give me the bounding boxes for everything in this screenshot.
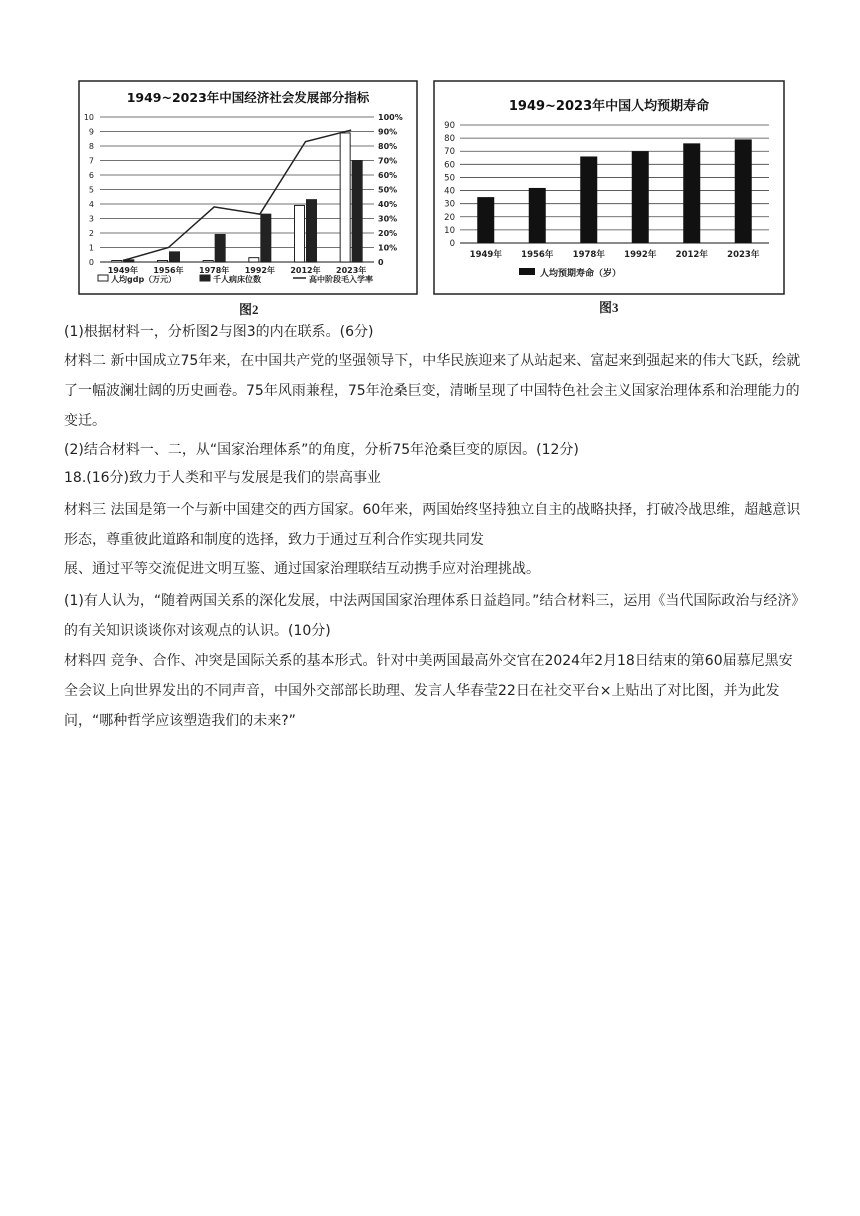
bar-life-expectancy — [632, 151, 649, 243]
y-right-tick-label: 70% — [378, 156, 398, 166]
material-4: 材料四 竞争、合作、冲突是国际关系的基本形式。针对中美两国最高外交官在2024年2月18日结束的第60届慕尼黑安全会议上向世界发出的不同声音，中国外交部部长助理、发言人华春莹22日在社交平台×上贴出了对比图，并为此发问，“哪种哲学应该塑造我们的未来?” — [64, 653, 793, 729]
legend-label-rate: 高中阶段毛入学率 — [309, 275, 373, 284]
legend-swatch — [519, 268, 535, 275]
y-tick-label: 10 — [444, 225, 455, 236]
x-tick-label: 2023年 — [336, 266, 367, 275]
y-right-tick-label: 30% — [378, 214, 398, 224]
y-tick-label: 30 — [444, 199, 455, 210]
x-tick-label: 2012年 — [290, 266, 321, 275]
y-right-tick-label: 40% — [378, 200, 398, 209]
figure-3 — [433, 80, 785, 295]
y-right-tick-label: 10% — [378, 243, 398, 253]
x-tick-label: 1992年 — [624, 250, 657, 260]
x-tick-label: 1956年 — [521, 250, 554, 260]
bar-beds — [352, 161, 362, 263]
bar-beds — [215, 234, 225, 262]
y-left-tick-label: 7 — [88, 156, 94, 166]
y-right-tick-label: 50% — [378, 185, 398, 195]
x-tick-label: 1978年 — [199, 266, 230, 275]
chart-fig3 — [433, 80, 785, 295]
question-18-1: (1)有人认为，“随着两国关系的深化发展，中法两国国家治理体系日益趋同。”结合材料三，运用《当代国际政治与经济》的有关知识谈谈你对该观点的认识。(10分) — [64, 593, 799, 639]
y-tick-label: 60 — [444, 160, 455, 171]
question-1-1: (1)根据材料一，分析图2与图3的内在联系。(6分) — [64, 324, 374, 340]
y-right-tick-label: 80% — [378, 142, 398, 151]
y-tick-label: 0 — [449, 239, 455, 249]
question-18-heading: 18.(16分)致力于人类和平与发展是我们的崇高事业 — [64, 470, 382, 486]
bar-gdp — [158, 261, 168, 263]
bar-life-expectancy — [735, 139, 752, 243]
y-left-tick-label: 1 — [88, 243, 94, 253]
y-right-tick-label: 20% — [378, 229, 398, 238]
material-3-cont: 展、通过平等交流促进文明互鉴、通过国家治理联结互动携手应对治理挑战。 — [64, 561, 540, 577]
bar-gdp — [249, 258, 259, 262]
x-tick-label: 1992年 — [244, 266, 275, 275]
y-right-tick-label: 60% — [378, 171, 398, 180]
chart-fig2 — [78, 80, 418, 295]
y-tick-label: 70 — [444, 147, 455, 158]
y-left-tick-label: 8 — [88, 142, 94, 151]
bar-gdp — [340, 133, 350, 262]
legend-label: 人均预期寿命（岁） — [540, 269, 622, 279]
figure-3-label: 图3 — [599, 300, 619, 315]
question-text — [64, 321, 804, 736]
bar-beds — [170, 252, 180, 262]
y-tick-label: 90 — [444, 121, 455, 131]
x-tick-label: 1978年 — [572, 250, 605, 260]
x-tick-label: 1949年 — [107, 266, 138, 275]
legend-label-gdp: 人均gdp（万元） — [111, 275, 177, 284]
y-tick-label: 80 — [444, 134, 455, 145]
y-left-tick-label: 4 — [88, 200, 94, 209]
bar-gdp — [295, 205, 305, 262]
figure-2-label: 图2 — [239, 302, 259, 317]
x-tick-label: 1956年 — [153, 266, 184, 275]
bar-life-expectancy — [683, 143, 700, 243]
y-tick-label: 40 — [444, 186, 455, 197]
x-tick-label: 2012年 — [675, 250, 708, 260]
legend-label-beds: 千人病床位数 — [213, 275, 261, 284]
material-2: 材料二 新中国成立75年来，在中国共产党的坚强领导下，中华民族迎来了从站起来、富起来到强起来的伟大飞跃，绘就了一幅波澜壮阔的历史画卷。75年风雨兼程，75年沧桑巨变，清晰呈现了中国特色社会主义国家治理体系和治理能力的变迁。 — [64, 353, 801, 429]
chart-title: 1949~2023年中国经济社会发展部分指标 — [126, 90, 370, 105]
y-tick-label: 20 — [444, 212, 455, 223]
bar-life-expectancy — [477, 197, 494, 243]
bar-gdp — [203, 261, 213, 263]
y-left-tick-label: 10 — [83, 113, 94, 122]
bar-beds — [307, 200, 317, 262]
y-left-tick-label: 2 — [88, 229, 94, 238]
y-left-tick-label: 6 — [88, 171, 94, 180]
question-1-2: (2)结合材料一、二，从“国家治理体系”的角度，分析75年沧桑巨变的原因。(12分) — [64, 442, 579, 458]
y-left-tick-label: 9 — [88, 127, 94, 137]
x-tick-label: 1949年 — [469, 250, 502, 260]
legend-swatch-beds — [200, 275, 210, 281]
y-right-tick-label: 100% — [378, 113, 403, 122]
x-tick-label: 2023年 — [727, 250, 760, 260]
figure-2 — [78, 80, 418, 295]
y-left-tick-label: 0 — [88, 258, 94, 267]
y-right-tick-label: 90% — [378, 127, 398, 137]
material-3: 材料三 法国是第一个与新中国建交的西方国家。60年来，两国始终坚持独立自主的战略抉择，打破冷战思维，超越意识形态，尊重彼此道路和制度的选择，致力于通过互利合作实现共同发 — [64, 502, 801, 548]
y-tick-label: 50 — [444, 173, 455, 184]
y-left-tick-label: 5 — [88, 185, 94, 195]
bar-life-expectancy — [529, 188, 546, 243]
legend-swatch-gdp — [98, 275, 108, 281]
chart-title: 1949~2023年中国人均预期寿命 — [508, 99, 710, 114]
bar-gdp — [112, 261, 122, 263]
bar-beds — [261, 214, 271, 262]
bar-life-expectancy — [580, 156, 597, 243]
y-left-tick-label: 3 — [88, 214, 94, 224]
y-right-tick-label: 0 — [378, 258, 384, 267]
